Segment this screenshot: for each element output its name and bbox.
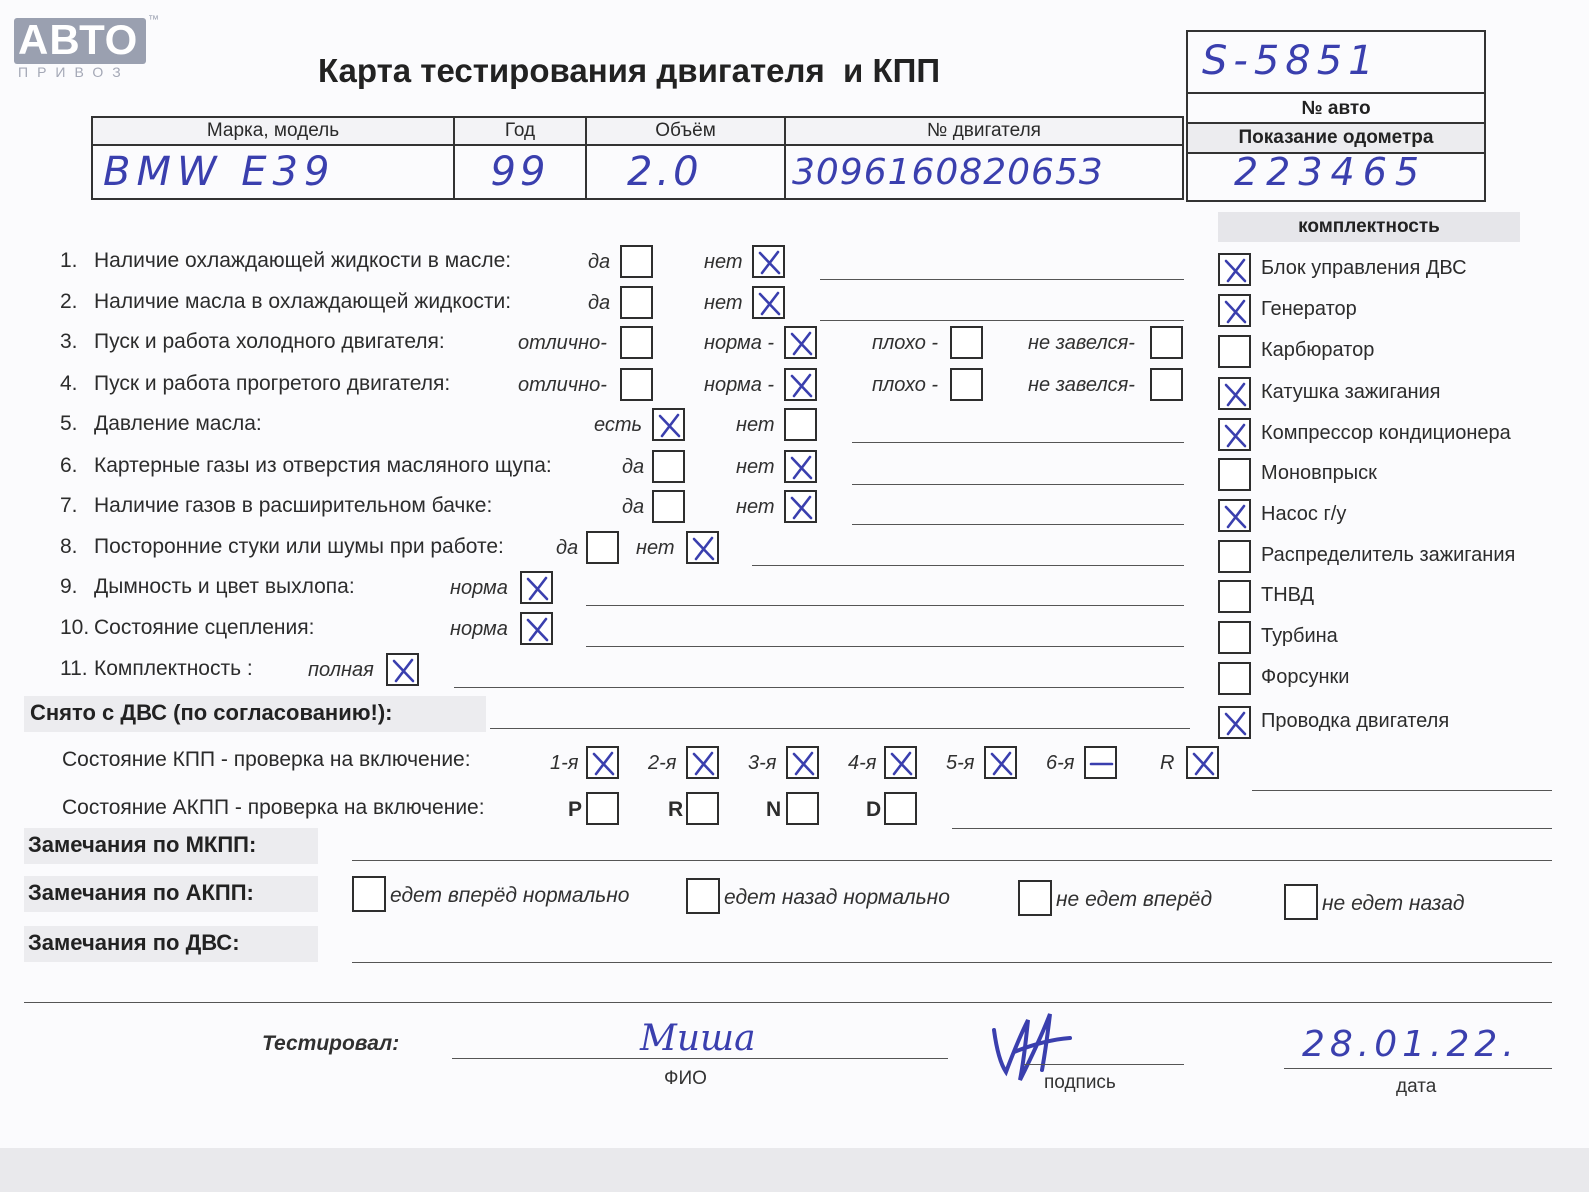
completeness-checkbox[interactable] [1218,335,1251,368]
check-option-label: плохо - [872,374,939,396]
logo-subtext: ПРИВОЗ [18,64,130,80]
check-option-label: не завелся- [1028,374,1135,396]
akpp-remark-label: не едет назад [1322,892,1465,915]
mkpp-gear-box[interactable] [984,746,1017,779]
name-line [452,1058,948,1059]
check-number: 6. [60,454,78,477]
akpp-gear-label: D [866,798,882,821]
check-question: Наличие охлаждающей жидкости в масле: [94,249,512,272]
completeness-item-label: Блок управления ДВС [1261,257,1467,279]
remarks-mkpp-line [352,860,1552,861]
date-caption: дата [1396,1076,1437,1097]
completeness-item-label: Турбина [1261,625,1338,647]
mkpp-gear-box[interactable] [884,746,917,779]
check-option-box[interactable] [1150,368,1183,401]
year-value: 99 [454,145,586,199]
check-option-label: плохо - [872,332,939,354]
odometer-value: 223465 [1234,150,1428,194]
completeness-item-label: Карбюратор [1261,339,1375,361]
mkpp-gear-label: 2-я [648,752,677,774]
check-option-label: нет [736,496,775,518]
vehicle-table [91,116,1184,200]
mkpp-gear-label: 1-я [550,752,579,774]
check-option-box[interactable] [784,326,817,359]
check-number: 5. [60,412,78,435]
check-option-label: да [588,292,611,314]
check-option-label: нет [736,414,775,436]
completeness-checkbox[interactable] [1218,418,1251,451]
check-option-box[interactable] [520,571,553,604]
check-option-box[interactable] [652,408,685,441]
check-question: Наличие масла в охлаждающей жидкости: [94,290,512,313]
mkpp-gear-box[interactable] [1084,746,1117,779]
check-number: 8. [60,535,78,558]
mkpp-gear-label: R [1160,752,1175,774]
check-question: Состояние сцепления: [94,616,315,639]
completeness-checkbox[interactable] [1218,621,1251,654]
mkpp-gear-label: 6-я [1046,752,1075,774]
removed-line [490,728,1190,729]
check-option-box[interactable] [752,286,785,319]
akpp-gear-label: P [568,798,583,821]
check-option-box[interactable] [950,326,983,359]
check-question: Дымность и цвет выхлопа: [94,575,355,598]
akpp-gear-box[interactable] [884,792,917,825]
check-option-label: не завелся- [1028,332,1135,354]
auto-number-value: S-5851 [1202,38,1380,84]
check-option-label: отлично- [518,332,607,354]
akpp-gear-box[interactable] [586,792,619,825]
akpp-gear-label: R [668,798,684,821]
check-option-box[interactable] [686,531,719,564]
remarks-extra-line [24,1002,1552,1003]
check-option-box[interactable] [652,490,685,523]
completeness-checkbox[interactable] [1218,662,1251,695]
check-question: Давление масла: [94,412,262,435]
auto-number-label: № авто [1188,92,1484,124]
completeness-item-label: Насос г/у [1261,503,1347,525]
check-option-label: отлично- [518,374,607,396]
akpp-gear-box[interactable] [786,792,819,825]
akpp-gear-box[interactable] [686,792,719,825]
completeness-item-label: Компрессор кондиционера [1261,422,1511,444]
check-option-box[interactable] [386,653,419,686]
check-number: 4. [60,372,78,395]
mkpp-gear-box[interactable] [586,746,619,779]
check-option-box[interactable] [586,531,619,564]
test-date: 28.01.22. [1302,1024,1519,1065]
logo-tm: ™ [148,14,159,26]
completeness-checkbox[interactable] [1218,458,1251,491]
mkpp-gear-label: 4-я [848,752,877,774]
check-option-label: да [622,456,645,478]
engine-label: № двигателя [785,117,1183,145]
check-number: 2. [60,290,78,313]
akpp-remark-checkbox[interactable] [1018,880,1052,916]
check-answer-line [852,484,1184,485]
akpp-remark-checkbox[interactable] [352,876,386,912]
completeness-item-label: Распределитель зажигания [1261,544,1516,566]
check-option-box[interactable] [620,286,653,319]
check-answer-line [454,687,1184,688]
akpp-remark-label: едет назад нормально [724,886,950,909]
check-option-box[interactable] [950,368,983,401]
date-line [1284,1068,1552,1069]
mkpp-gear-box[interactable] [786,746,819,779]
check-option-label: да [588,251,611,273]
logo-text: АВТО [18,16,139,63]
engine-value: 309616082065З [785,145,1183,199]
model-value: BMW E39 [92,145,454,199]
check-option-label: нет [704,292,743,314]
signature-caption: подпись [1044,1072,1116,1093]
tested-label: Тестировал: [262,1032,400,1055]
completeness-checkbox[interactable] [1218,499,1251,532]
completeness-item-label: Генератор [1261,298,1357,320]
completeness-title: комплектность [1218,212,1520,242]
check-number: 9. [60,575,78,598]
akpp-gear-label: N [766,798,782,821]
check-option-label: да [622,496,645,518]
check-answer-line [852,524,1184,525]
remarks-dvs-line [352,962,1552,963]
completeness-item-label: Моновпрыск [1261,462,1377,484]
check-answer-line [586,646,1184,647]
akpp-remark-label: едет вперёд нормально [390,884,630,907]
check-question: Наличие газов в расширительном бачке: [94,494,493,517]
completeness-item-label: ТНВД [1261,584,1315,606]
check-option-label: нет [704,251,743,273]
check-option-label: норма [450,618,508,640]
check-option-box[interactable] [784,408,817,441]
check-option-label: полная [308,659,374,681]
completeness-item-label: Форсунки [1261,666,1350,688]
akpp-remark-checkbox[interactable] [1284,884,1318,920]
check-option-label: норма - [704,374,775,396]
mkpp-line [1252,790,1552,791]
check-option-box[interactable] [784,490,817,523]
check-option-box[interactable] [620,326,653,359]
check-option-box[interactable] [784,368,817,401]
check-answer-line [820,279,1184,280]
check-question: Пуск и работа прогретого двигателя: [94,372,451,395]
page-title: Карта тестирования двигателя и КПП [318,52,941,89]
tester-name: Миша [640,1018,756,1059]
completeness-checkbox[interactable] [1218,377,1251,410]
remarks-mkpp-label: Замечания по МКПП: [28,832,257,857]
mkpp-gear-label: 3-я [748,752,777,774]
check-answer-line [586,605,1184,606]
check-option-label: норма [450,577,508,599]
check-number: 10. [60,616,90,639]
mkpp-gear-label: 5-я [946,752,975,774]
check-number: 3. [60,330,78,353]
check-option-box[interactable] [520,612,553,645]
completeness-checkbox[interactable] [1218,253,1251,286]
mkpp-gear-box[interactable] [1186,746,1219,779]
akpp-remark-label: не едет вперёд [1056,888,1213,911]
check-option-box[interactable] [620,368,653,401]
mkpp-gear-box[interactable] [686,746,719,779]
model-label: Марка, модель [92,117,454,145]
completeness-checkbox[interactable] [1218,706,1251,739]
check-question: Комплектность : [94,657,253,680]
remarks-akpp-label: Замечания по АКПП: [28,880,254,905]
check-option-box[interactable] [652,450,685,483]
remarks-dvs-label: Замечания по ДВС: [28,930,240,955]
check-question: Пуск и работа холодного двигателя: [94,330,445,353]
check-number: 1. [60,249,78,272]
completeness-item-label: Катушка зажигания [1261,381,1441,403]
check-number: 11. [60,657,88,680]
check-option-label: нет [736,456,775,478]
completeness-checkbox[interactable] [1218,294,1251,327]
completeness-item-label: Проводка двигателя [1261,710,1450,732]
check-answer-line [820,320,1184,321]
mkpp-label: Состояние КПП - проверка на включение: [62,748,471,771]
volume-label: Объём [586,117,785,145]
akpp-label: Состояние АКПП - проверка на включение: [62,796,485,819]
check-number: 7. [60,494,78,517]
signature-line [1024,1064,1184,1065]
akpp-line [952,828,1552,829]
check-option-box[interactable] [620,245,653,278]
check-question: Посторонние стуки или шумы при работе: [94,535,504,558]
check-option-box[interactable] [752,245,785,278]
removed-label: Снято с ДВС (по согласованию!): [30,700,393,725]
year-label: Год [454,117,586,145]
check-option-label: да [556,537,579,559]
check-option-box[interactable] [1150,326,1183,359]
check-question: Картерные газы из отверстия масляного щупа: [94,454,552,477]
volume-value: 2.0 [586,145,785,199]
check-option-box[interactable] [784,450,817,483]
akpp-remark-checkbox[interactable] [686,878,720,914]
completeness-checkbox[interactable] [1218,580,1251,613]
auto-number-box [1186,30,1486,202]
check-option-label: есть [594,414,643,436]
check-answer-line [852,442,1184,443]
check-option-label: норма - [704,332,775,354]
odometer-label: Показание одометра [1188,122,1484,154]
check-option-label: нет [636,537,675,559]
completeness-checkbox[interactable] [1218,540,1251,573]
name-caption: ФИО [664,1068,707,1089]
check-answer-line [752,565,1184,566]
